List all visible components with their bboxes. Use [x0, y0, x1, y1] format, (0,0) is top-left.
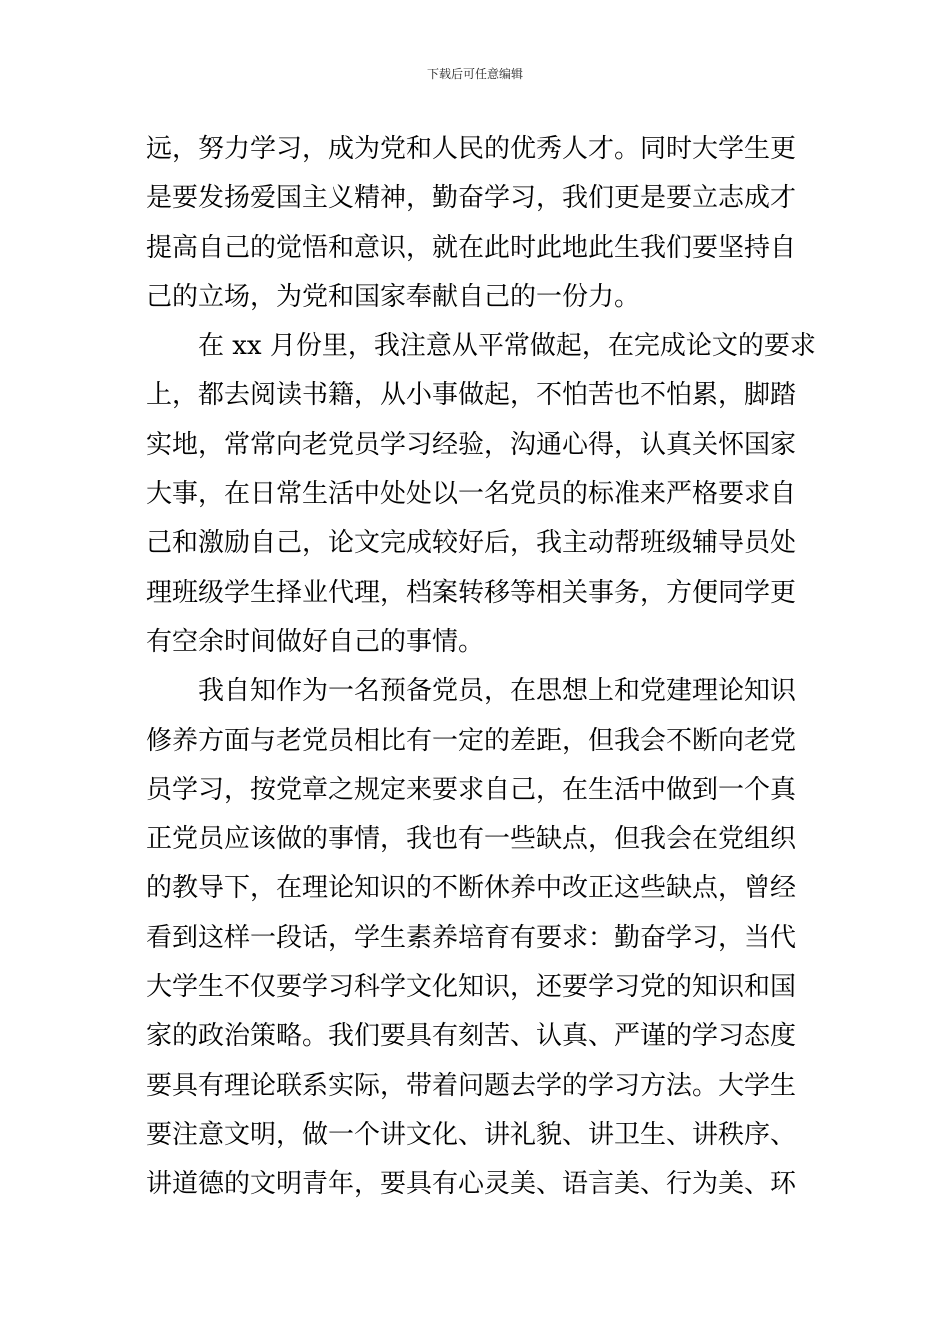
text-line: 是要发扬爱国主义精神，勤奋学习，我们更是要立志成才: [146, 183, 797, 214]
text-line: 修养方面与老党员相比有一定的差距，但我会不断向老党: [146, 725, 797, 756]
text-line: 的教导下，在理论知识的不断休养中改正这些缺点，曾经: [146, 873, 797, 904]
text-line: 我自知作为一名预备党员，在思想上和党建理论知识: [198, 676, 797, 707]
paragraph-1: [146, 125, 808, 322]
text-line: 有空余时间做好自己的事情。: [146, 626, 485, 657]
text-line: 要具有理论联系实际，带着问题去学的学习方法。大学生: [146, 1070, 797, 1101]
text-line: 远，努力学习，成为党和人民的优秀人才。同时大学生更: [146, 134, 797, 164]
text-line: 员学习，按党章之规定来要求自己，在生活中做到一个真: [146, 774, 797, 805]
text-line: 上，都去阅读书籍，从小事做起，不怕苦也不怕累，脚踏: [146, 380, 797, 411]
text-line: 讲道德的文明青年，要具有心灵美、语言美、行为美、环: [146, 1169, 797, 1200]
text-line: 家的政治策略。我们要具有刻苦、认真、严谨的学习态度: [146, 1021, 797, 1052]
text-line: 己和激励自己，论文完成较好后，我主动帮班级辅导员处: [146, 528, 797, 559]
document-body: [146, 125, 816, 1210]
text-line: 在 xx 月份里，我注意从平常做起，在完成论文的要求: [198, 331, 816, 362]
paragraph-2: [146, 322, 816, 667]
text-line: 实地，常常向老党员学习经验，沟通心得，认真关怀国家: [146, 429, 797, 460]
text-line: 看到这样一段话，学生素养培育有要求：勤奋学习，当代: [146, 922, 797, 953]
text-line: 要注意文明，做一个讲文化、讲礼貌、讲卫生、讲秩序、: [146, 1119, 797, 1150]
text-line: 大学生不仅要学习科学文化知识，还要学习党的知识和国: [146, 972, 797, 1003]
paragraph-3: [146, 667, 808, 1209]
text-line: 正党员应该做的事情，我也有一些缺点，但我会在党组织: [146, 824, 797, 855]
text-line: 提高自己的觉悟和意识，就在此时此地此生我们要坚持自: [146, 232, 797, 263]
text-line: 己的立场，为党和国家奉献自己的一份力。: [146, 281, 641, 312]
text-line: 大事，在日常生活中处处以一名党员的标准来严格要求自: [146, 479, 797, 510]
text-line: 理班级学生择业代理，档案转移等相关事务，方便同学更: [146, 577, 797, 608]
download-note: 下载后可任意编辑: [426, 67, 523, 81]
